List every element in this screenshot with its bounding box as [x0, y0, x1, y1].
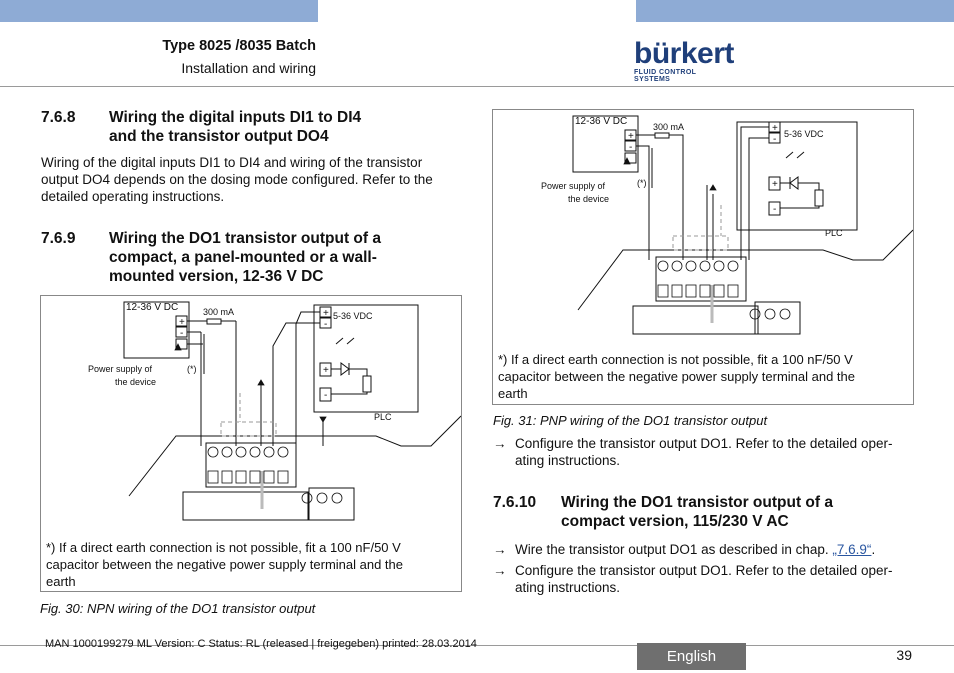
- section-heading-7610: [493, 493, 923, 533]
- plus-sign: +: [628, 131, 634, 142]
- power-supply-label-line1: Power supply of: [541, 181, 606, 191]
- minus-sign: -: [180, 328, 184, 339]
- plus-sign: +: [323, 365, 329, 376]
- supply-label: 12-36 V DC: [126, 302, 179, 313]
- plc-supply-label: 5-36 VDC: [784, 129, 824, 139]
- plc-label: PLC: [374, 412, 392, 422]
- header-bar-right: [636, 0, 954, 22]
- figure-31-note: [498, 351, 908, 402]
- note-line: earth: [46, 574, 76, 589]
- power-supply-label-line1: Power supply of: [88, 364, 153, 374]
- body-line: output DO4 depends on the dosing mode configured. Refer to the: [41, 172, 433, 187]
- power-supply-label-line2: the device: [115, 377, 157, 387]
- minus-sign: -: [324, 319, 328, 330]
- section-number: 7.6.8: [41, 109, 76, 126]
- note-line: capacitor between the negative power supply terminal and the: [498, 369, 855, 384]
- figure-30-npn-wiring: [40, 295, 462, 592]
- section-title-line1: Wiring the digital inputs DI1 to DI4: [109, 109, 362, 126]
- supply-label: 12-36 V DC: [575, 116, 628, 127]
- figure-31-pnp-wiring: [492, 109, 914, 405]
- section-heading-769: [41, 229, 466, 287]
- instruction-wire-do1: [493, 541, 913, 558]
- chapter-link-769[interactable]: „7.6.9“: [832, 542, 872, 557]
- instruction-line1: Configure the transistor output DO1. Refer to the detailed oper-: [515, 436, 893, 451]
- page-number: 39: [896, 647, 912, 663]
- instruction-line1: Configure the transistor output DO1. Refer to the detailed oper-: [515, 563, 893, 578]
- figure-30-caption: Fig. 30: NPN wiring of the DO1 transistor output: [40, 601, 316, 616]
- arrow-right-icon: →: [493, 563, 507, 578]
- header-bar-left: [0, 0, 318, 22]
- note-line: earth: [498, 386, 528, 401]
- minus-sign: -: [324, 390, 328, 401]
- earth-marker: (*): [187, 364, 197, 374]
- section-title-line2: and the transistor output DO4: [109, 128, 329, 145]
- section-title-line1: Wiring the DO1 transistor output of a: [561, 494, 833, 511]
- instruction-configure-do1-ac: [493, 562, 913, 596]
- language-badge: English: [637, 643, 746, 670]
- minus-sign: -: [773, 134, 777, 145]
- burkert-logo: [634, 37, 734, 83]
- instruction-text: [515, 541, 875, 558]
- plc-supply-label: 5-36 VDC: [333, 311, 373, 321]
- plc-label: PLC: [825, 228, 843, 238]
- footer-doc-info: MAN 1000199279 ML Version: C Status: RL (released | freigegeben) printed: 28.03.2014: [45, 638, 477, 650]
- earth-marker: (*): [637, 178, 647, 188]
- section-title-line2: compact, a panel-mounted or a wall-: [109, 249, 377, 266]
- logo-wordmark: bürkert: [634, 37, 734, 70]
- body-line: detailed operating instructions.: [41, 189, 225, 204]
- instruction-configure-do1: [493, 435, 913, 469]
- instruction-line2: ating instructions.: [515, 580, 621, 595]
- instruction-prefix: Wire the transistor output DO1 as described in chap.: [515, 542, 833, 557]
- figure-31-caption: Fig. 31: PNP wiring of the DO1 transistor output: [493, 413, 768, 428]
- doc-title: Type 8025 /8035 Batch: [162, 38, 316, 54]
- header-rule: [0, 86, 954, 87]
- instruction-line2: ating instructions.: [515, 453, 621, 468]
- section-title-line3: mounted version, 12-36 V DC: [109, 268, 324, 285]
- logo-tagline: FLUID CONTROL SYSTEMS: [634, 69, 697, 83]
- plus-sign: +: [179, 317, 185, 328]
- body-line: Wiring of the digital inputs DI1 to DI4 and wiring of the transistor: [41, 155, 423, 170]
- power-supply-label-line2: the device: [568, 194, 610, 204]
- section-title-line1: Wiring the DO1 transistor output of a: [109, 230, 381, 247]
- section-number: 7.6.10: [493, 494, 537, 511]
- figure-30-note: [46, 539, 456, 590]
- fuse-label: 300 mA: [203, 307, 235, 317]
- plus-sign: +: [772, 123, 778, 134]
- arrow-right-icon: →: [493, 436, 507, 451]
- minus-sign: -: [629, 142, 633, 153]
- doc-subtitle: Installation and wiring: [181, 60, 316, 76]
- minus-sign: -: [773, 204, 777, 215]
- section-heading-768: [41, 108, 461, 148]
- plus-sign: +: [772, 179, 778, 190]
- plus-sign: +: [323, 308, 329, 319]
- section-768-body: [41, 154, 461, 205]
- arrow-right-icon: →: [493, 542, 507, 557]
- section-title-line2: compact version, 115/230 V AC: [561, 513, 789, 530]
- instruction-suffix: .: [871, 542, 876, 557]
- section-number: 7.6.9: [41, 230, 76, 247]
- note-line: *) If a direct earth connection is not possible, fit a 100 nF/50 V: [46, 540, 401, 555]
- fuse-label: 300 mA: [653, 122, 685, 132]
- note-line: *) If a direct earth connection is not possible, fit a 100 nF/50 V: [498, 352, 853, 367]
- note-line: capacitor between the negative power supply terminal and the: [46, 557, 403, 572]
